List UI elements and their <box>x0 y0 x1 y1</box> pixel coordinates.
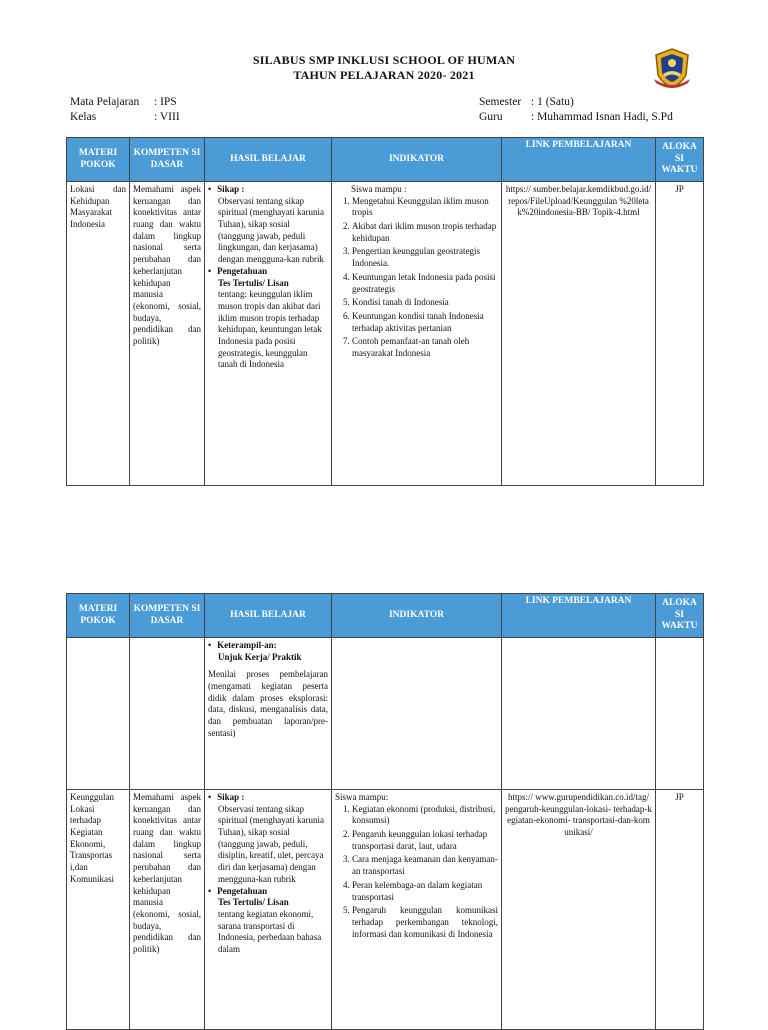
academic-year: TAHUN PELAJARAN 2020- 2021 <box>293 68 475 82</box>
class-row <box>70 111 180 123</box>
alokasi-cell: JP <box>656 790 704 1030</box>
list-item: 3. Pengertian keunggulan geostrategis Indonesia. <box>352 246 498 269</box>
header-link: LINK PEMBELAJARAN <box>502 594 656 638</box>
semester-row <box>479 96 574 108</box>
tes-label: Tes Tertulis/ Lisan <box>218 277 289 288</box>
list-item: 2. Pengaruh keunggulan lokasi terhadap transportasi darat, laut, udara <box>352 829 498 852</box>
header-materi: MATERI POKOK <box>67 594 130 638</box>
list-item: 5. Kondisi tanah di Indonesia <box>352 297 498 309</box>
pengetahuan-label: • Pengetahuan <box>208 886 328 898</box>
sikap-text: Observasi tentang sikap spiritual (menghayati karunia Tuhan), sikap sosial (tanggung jawab, peduli lingkungan, dan kerjasama) dengan mengguna-kan rubrik <box>218 195 324 265</box>
keterampilan-label: • Keterampil-an: <box>208 640 328 652</box>
kompetensi-cell <box>130 638 205 790</box>
link-cell: https:// www.gurupendidikan.co.id/tag/ pengaruh-keunggulan-lokasi- terhadap-kegiatan-ekonomi- transportasi-dan-komunikasi/ <box>502 790 656 1030</box>
kompetensi-cell: Memahami aspek keruangan dan konektivitas antar ruang dan waktu dalam lingkup nasional serta perubahan dan keberlanjutan kehidupan manusia (ekonomi, sosial, budaya, pendidikan dan politik) <box>130 790 205 1030</box>
subject-label: Mata Pelajaran <box>70 96 140 108</box>
list-item: 1. Kegiatan ekonomi (produksi, distribusi, konsumsi) <box>352 804 498 827</box>
link-cell <box>502 638 656 790</box>
sikap-text: Observasi tentang sikap spiritual (menghayati karunia Tuhan), sikap sosial (tanggung jawab, peduli, disiplin, kreatif, ulet, percaya diri dan kerjasama) dengan mengguna-kan rubrik <box>218 803 324 884</box>
header-link: LINK PEMBELAJARAN <box>502 138 656 182</box>
syllabus-table-1 <box>66 137 704 486</box>
tes-label: Tes Tertulis/ Lisan <box>218 897 289 908</box>
unjuk-kerja-label: Unjuk Kerja/ Praktik <box>218 651 302 662</box>
indikator-list <box>335 804 498 941</box>
list-item: 2. Akibat dari iklim muson tropis terhadap kehidupan <box>352 221 498 244</box>
alokasi-cell: JP <box>656 182 704 486</box>
semester-value: : 1 (Satu) <box>531 96 574 108</box>
indikator-list <box>335 196 498 360</box>
materi-cell: Keunggulan Lokasi terhadap Kegiatan Ekonomi, Transportas i,dan Komunikasi <box>67 790 130 1030</box>
indikator-cell <box>332 182 502 486</box>
table-row <box>67 790 704 1030</box>
list-item: 1. Mengetahui Keunggulan iklim muson tropis <box>352 196 498 219</box>
alokasi-cell <box>656 638 704 790</box>
link-cell: https:// sumber.belajar.kemdikbud.go.id/ repos/FileUpload/Keunggulan %20letak%20indonesia-BB/ Topik-4.html <box>502 182 656 486</box>
header-alokasi: ALOKA SI WAKTU <box>656 138 704 182</box>
table-row <box>67 182 704 486</box>
class-value: : VIII <box>154 111 180 123</box>
teacher-value: : Muhammad Isnan Hadi, S.Pd <box>531 111 673 123</box>
hasil-cell <box>205 638 332 790</box>
header-materi: MATERI POKOK <box>67 138 130 182</box>
pengetahuan-text: tentang: keunggulan iklim muson tropis dan akibat dari iklim muson tropis terhadap kehidupan, keuntungan letak Indonesia pada posisi geostrategis, keunggulan tanah di Indonesia <box>218 289 322 370</box>
class-label: Kelas <box>70 111 97 123</box>
teacher-row <box>479 111 673 123</box>
list-item: 4. Peran kelembaga-an dalam kegiatan transportasi <box>352 880 498 903</box>
indikator-cell <box>332 638 502 790</box>
header-hasil: HASIL BELAJAR <box>205 138 332 182</box>
pengetahuan-text: tentang kegiatan ekonomi, sarana transportasi di Indonesia, perbedaan bahasa dalam <box>218 908 322 954</box>
subject-value: : IPS <box>154 96 177 108</box>
sikap-label: • Sikap : <box>208 792 328 804</box>
list-item: 5. Pengaruh keunggulan komunikasi terhadap perkembangan teknologi, informasi dan komunikasi di Indonesia <box>352 905 498 940</box>
semester-label: Semester <box>479 96 522 108</box>
table-header-row <box>67 594 704 638</box>
indikator-cell <box>332 790 502 1030</box>
list-item: 4. Keuntungan letak Indonesia pada posisi geostrategis <box>352 272 498 295</box>
pengetahuan-label: • Pengetahuan <box>208 266 328 278</box>
list-item: 6. Keuntungan kondisi tanah Indonesia terhadap aktivitas pertanian <box>352 311 498 334</box>
document-title: SILABUS SMP INKLUSI SCHOOL OF HUMAN <box>252 53 516 67</box>
keterampilan-text: Menilai proses pembelajaran (mengamati kegiatan peserta didik dalam proses eksplorasi: data, diskusi, menganalisis data, dan pembuatan laporan/pre-sentasi) <box>208 669 328 738</box>
hasil-cell <box>205 182 332 486</box>
hasil-cell <box>205 790 332 1030</box>
indikator-intro: Siswa mampu: <box>335 792 389 802</box>
indikator-intro: Siswa mampu : <box>351 184 407 194</box>
teacher-label: Guru <box>479 111 503 123</box>
header-kompetensi: KOMPETEN SI DASAR <box>130 594 205 638</box>
header-kompetensi: KOMPETEN SI DASAR <box>130 138 205 182</box>
header-indikator: INDIKATOR <box>332 594 502 638</box>
header-alokasi: ALOKA SI WAKTU <box>656 594 704 638</box>
materi-cell: Lokasi dan Kehidupan Masyarakat Indonesia <box>67 182 130 486</box>
syllabus-table-2 <box>66 593 704 1030</box>
school-logo <box>652 47 692 89</box>
sikap-label: • Sikap : <box>208 184 328 196</box>
table-header-row <box>67 138 704 182</box>
materi-cell <box>67 638 130 790</box>
kompetensi-cell: Memahami aspek keruangan dan konektivitas antar ruang dan waktu dalam lingkup nasional serta perubahan dan keberlanjutan kehidupan manusia (ekonomi, sosial, budaya, pendidikan dan politik) <box>130 182 205 486</box>
header-hasil: HASIL BELAJAR <box>205 594 332 638</box>
table-row <box>67 638 704 790</box>
list-item: 7. Contoh pemanfaat-an tanah oleh masyarakat Indonesia <box>352 336 498 359</box>
subject-row <box>70 96 177 108</box>
list-item: 3. Cara menjaga keamanan dan kenyaman-an transportasi <box>352 854 498 877</box>
header-indikator: INDIKATOR <box>332 138 502 182</box>
